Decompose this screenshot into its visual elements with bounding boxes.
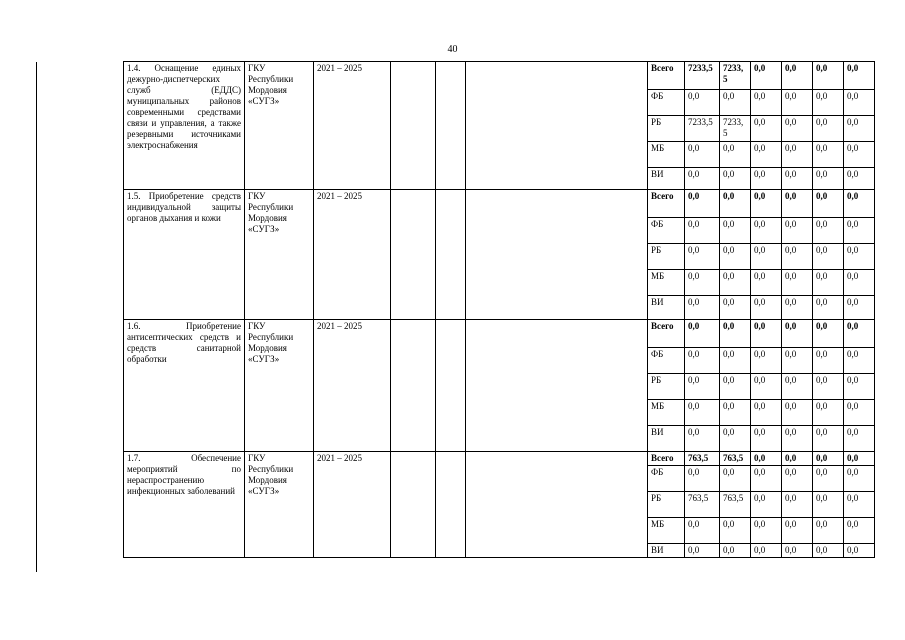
amount-cell: 0,0 [844, 426, 875, 452]
amount-cell: 0,0 [751, 142, 782, 168]
funding-source: Всего [648, 190, 685, 218]
amount-cell: 763,5 [720, 452, 751, 466]
amount-cell: 0,0 [813, 400, 844, 426]
amount-cell: 0,0 [685, 544, 720, 558]
amount-cell: 0,0 [813, 348, 844, 374]
amount-cell: 0,0 [720, 296, 751, 320]
amount-cell: 0,0 [720, 466, 751, 492]
amount-cell: 0,0 [751, 374, 782, 400]
empty-cell [391, 320, 436, 452]
amount-cell: 0,0 [685, 400, 720, 426]
item-name: 1.5. Приобретение средств индивидуальной защиты органов дыхания и кожи [124, 190, 245, 320]
amount-cell: 0,0 [751, 544, 782, 558]
funding-source: Всего [648, 62, 685, 90]
funding-source: ВИ [648, 296, 685, 320]
amount-cell: 0,0 [782, 466, 813, 492]
amount-cell: 0,0 [751, 296, 782, 320]
amount-cell: 0,0 [685, 296, 720, 320]
amount-cell: 0,0 [720, 544, 751, 558]
amount-cell: 0,0 [782, 218, 813, 244]
amount-cell: 0,0 [720, 348, 751, 374]
amount-cell: 0,0 [685, 90, 720, 116]
funding-source: РБ [648, 244, 685, 270]
amount-cell: 0,0 [720, 218, 751, 244]
amount-cell: 0,0 [844, 218, 875, 244]
funding-source: ФБ [648, 466, 685, 492]
amount-cell: 0,0 [751, 466, 782, 492]
amount-cell: 0,0 [685, 168, 720, 190]
amount-cell: 0,0 [720, 426, 751, 452]
amount-cell: 0,0 [751, 426, 782, 452]
funding-source: РБ [648, 116, 685, 142]
amount-cell: 0,0 [685, 218, 720, 244]
amount-cell: 0,0 [844, 62, 875, 90]
amount-cell: 0,0 [720, 168, 751, 190]
amount-cell: 0,0 [782, 116, 813, 142]
table-row [124, 62, 875, 90]
amount-cell: 763,5 [720, 492, 751, 518]
amount-cell: 0,0 [844, 518, 875, 544]
amount-cell: 0,0 [720, 270, 751, 296]
amount-cell: 0,0 [813, 142, 844, 168]
amount-cell: 7233,5 [685, 116, 720, 142]
amount-cell: 0,0 [720, 90, 751, 116]
amount-cell: 0,0 [782, 374, 813, 400]
funding-source: РБ [648, 374, 685, 400]
amount-cell: 0,0 [685, 466, 720, 492]
amount-cell: 0,0 [782, 452, 813, 466]
amount-cell: 0,0 [751, 244, 782, 270]
amount-cell: 0,0 [751, 218, 782, 244]
item-period: 2021 – 2025 [314, 320, 391, 452]
amount-cell: 0,0 [751, 348, 782, 374]
empty-cell [391, 190, 436, 320]
amount-cell: 0,0 [813, 296, 844, 320]
amount-cell: 0,0 [685, 374, 720, 400]
amount-cell: 0,0 [813, 90, 844, 116]
amount-cell: 0,0 [720, 190, 751, 218]
amount-cell: 0,0 [813, 492, 844, 518]
amount-cell: 0,0 [782, 168, 813, 190]
amount-cell: 0,0 [844, 270, 875, 296]
funding-source: МБ [648, 270, 685, 296]
empty-cell [466, 190, 648, 320]
item-executor: ГКУ Республики Мордовия «СУГЗ» [245, 452, 314, 558]
funding-source: ВИ [648, 426, 685, 452]
item-name: 1.4. Оснащение единых дежурно-диспетчерских служб (ЕДДС) муниципальных районов современными средствами связи и управления, а также резервными источниками электроснабжения [124, 62, 245, 190]
item-period: 2021 – 2025 [314, 62, 391, 190]
amount-cell: 0,0 [844, 466, 875, 492]
amount-cell: 0,0 [685, 426, 720, 452]
funding-source: МБ [648, 518, 685, 544]
amount-cell: 0,0 [685, 518, 720, 544]
amount-cell: 0,0 [813, 452, 844, 466]
amount-cell: 0,0 [685, 190, 720, 218]
amount-cell: 0,0 [720, 320, 751, 348]
amount-cell: 763,5 [685, 452, 720, 466]
funding-source: Всего [648, 452, 685, 466]
amount-cell: 0,0 [751, 62, 782, 90]
budget-table [123, 61, 875, 558]
amount-cell: 0,0 [813, 168, 844, 190]
amount-cell: 0,0 [720, 244, 751, 270]
amount-cell: 0,0 [720, 518, 751, 544]
amount-cell: 0,0 [844, 492, 875, 518]
amount-cell: 0,0 [813, 218, 844, 244]
amount-cell: 0,0 [685, 142, 720, 168]
funding-source: МБ [648, 142, 685, 168]
amount-cell: 0,0 [782, 518, 813, 544]
amount-cell: 0,0 [844, 142, 875, 168]
empty-cell [466, 320, 648, 452]
funding-source: ФБ [648, 218, 685, 244]
amount-cell: 0,0 [844, 320, 875, 348]
amount-cell: 0,0 [720, 142, 751, 168]
amount-cell: 0,0 [813, 320, 844, 348]
amount-cell: 0,0 [844, 452, 875, 466]
amount-cell: 0,0 [751, 270, 782, 296]
amount-cell: 0,0 [844, 168, 875, 190]
amount-cell: 0,0 [751, 452, 782, 466]
funding-source: МБ [648, 400, 685, 426]
empty-cell [391, 452, 436, 558]
table-row [124, 452, 875, 466]
amount-cell: 0,0 [751, 168, 782, 190]
funding-source: ВИ [648, 544, 685, 558]
amount-cell: 0,0 [685, 244, 720, 270]
amount-cell: 0,0 [844, 244, 875, 270]
item-executor: ГКУ Республики Мордовия «СУГЗ» [245, 320, 314, 452]
funding-source: ФБ [648, 90, 685, 116]
amount-cell: 0,0 [782, 270, 813, 296]
amount-cell: 0,0 [751, 90, 782, 116]
item-period: 2021 – 2025 [314, 190, 391, 320]
amount-cell: 0,0 [751, 400, 782, 426]
amount-cell: 0,0 [813, 244, 844, 270]
amount-cell: 0,0 [782, 190, 813, 218]
amount-cell: 0,0 [782, 296, 813, 320]
empty-cell [391, 62, 436, 190]
empty-cell [466, 62, 648, 190]
amount-cell: 0,0 [720, 374, 751, 400]
amount-cell: 0,0 [782, 320, 813, 348]
amount-cell: 0,0 [782, 348, 813, 374]
amount-cell: 0,0 [844, 374, 875, 400]
table-row [124, 320, 875, 348]
empty-cell [436, 320, 466, 452]
funding-source: РБ [648, 492, 685, 518]
amount-cell: 0,0 [751, 116, 782, 142]
amount-cell: 0,0 [844, 116, 875, 142]
amount-cell: 0,0 [782, 544, 813, 558]
amount-cell: 763,5 [685, 492, 720, 518]
amount-cell: 0,0 [751, 492, 782, 518]
amount-cell: 0,0 [782, 400, 813, 426]
item-name: 1.6. Приобретение антисептических средств и средств санитарной обработки [124, 320, 245, 452]
amount-cell: 0,0 [751, 190, 782, 218]
amount-cell: 0,0 [813, 270, 844, 296]
amount-cell: 0,0 [813, 116, 844, 142]
funding-source: ФБ [648, 348, 685, 374]
amount-cell: 0,0 [844, 296, 875, 320]
amount-cell: 0,0 [685, 348, 720, 374]
amount-cell: 0,0 [813, 518, 844, 544]
amount-cell: 0,0 [844, 400, 875, 426]
amount-cell: 7233,5 [720, 62, 751, 90]
amount-cell: 0,0 [844, 348, 875, 374]
amount-cell: 0,0 [720, 400, 751, 426]
amount-cell: 0,0 [813, 190, 844, 218]
amount-cell: 0,0 [813, 426, 844, 452]
amount-cell: 0,0 [782, 426, 813, 452]
item-period: 2021 – 2025 [314, 452, 391, 558]
item-executor: ГКУ Республики Мордовия «СУГЗ» [245, 62, 314, 190]
amount-cell: 0,0 [813, 374, 844, 400]
page-number: 40 [447, 44, 458, 55]
amount-cell: 0,0 [844, 544, 875, 558]
amount-cell: 0,0 [844, 190, 875, 218]
amount-cell: 0,0 [751, 320, 782, 348]
empty-cell [436, 62, 466, 190]
item-name: 1.7. Обеспечение мероприятий по нераспространению инфекционных заболеваний [124, 452, 245, 558]
amount-cell: 0,0 [782, 244, 813, 270]
amount-cell: 7233,5 [720, 116, 751, 142]
empty-cell [436, 190, 466, 320]
amount-cell: 0,0 [813, 62, 844, 90]
table-row [124, 190, 875, 218]
funding-source: Всего [648, 320, 685, 348]
empty-cell [436, 452, 466, 558]
amount-cell: 0,0 [844, 90, 875, 116]
amount-cell: 7233,5 [685, 62, 720, 90]
amount-cell: 0,0 [782, 492, 813, 518]
amount-cell: 0,0 [685, 320, 720, 348]
item-executor: ГКУ Республики Мордовия «СУГЗ» [245, 190, 314, 320]
margin-line [36, 62, 37, 572]
amount-cell: 0,0 [685, 270, 720, 296]
empty-cell [466, 452, 648, 558]
amount-cell: 0,0 [782, 90, 813, 116]
amount-cell: 0,0 [782, 62, 813, 90]
amount-cell: 0,0 [782, 142, 813, 168]
amount-cell: 0,0 [813, 466, 844, 492]
funding-source: ВИ [648, 168, 685, 190]
amount-cell: 0,0 [813, 544, 844, 558]
amount-cell: 0,0 [751, 518, 782, 544]
